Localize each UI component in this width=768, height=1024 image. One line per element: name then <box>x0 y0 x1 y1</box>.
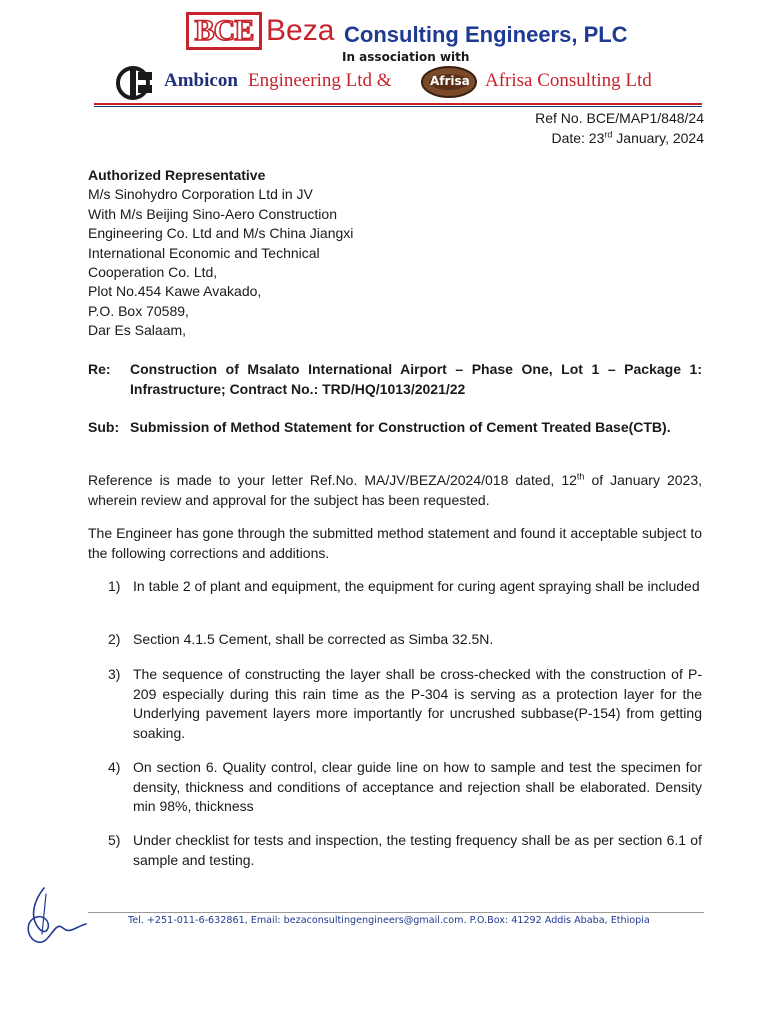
bce-logo-text: BCE <box>194 14 254 47</box>
item-number: 3) <box>108 666 121 682</box>
header-rule-red <box>94 103 702 105</box>
subject-text: Submission of Method Statement for Construction of Cement Treated Base(CTB). <box>130 419 671 435</box>
header-rule-blue <box>94 106 702 107</box>
bce-logo <box>186 12 262 50</box>
re-line <box>88 360 702 399</box>
list-item <box>108 665 702 743</box>
item-text: Section 4.1.5 Cement, shall be corrected as Simba 32.5N. <box>133 631 494 647</box>
letter-date <box>535 128 704 148</box>
re-text: Construction of Msalato International Airport – Phase One, Lot 1 – Package 1: Infrastructure; Contract No.: TRD/HQ/1013/2021/22 <box>130 361 702 397</box>
date-sup: rd <box>604 129 613 140</box>
addressee-line: With M/s Beijing Sino-Aero Construction <box>88 205 337 222</box>
item-text: In table 2 of plant and equipment, the equipment for curing agent spraying shall be included <box>133 578 700 594</box>
item-text: The sequence of constructing the layer shall be cross-checked with the construction of P-209 especially during this rain time as the P-304 is serving as a protection layer for the Underlying pavement layers more importantly for uncrushed subbase(P-154) from getting soaking. <box>133 666 702 741</box>
addressee-line: International Economic and Technical <box>88 244 320 261</box>
item-number: 5) <box>108 832 121 848</box>
ref-number: Ref No. BCE/MAP1/848/24 <box>535 110 704 126</box>
partner1-suffix: Engineering Ltd & <box>248 70 392 91</box>
item-text: Under checklist for tests and inspection, the testing frequency shall be as per section 6.1 of sample and testing. <box>133 832 702 868</box>
addressee-line: Plot No.454 Kawe Avakado, <box>88 283 262 300</box>
partner2-name: Afrisa Consulting Ltd <box>485 70 652 91</box>
addressee-line: M/s Sinohydro Corporation Ltd in JV <box>88 186 313 203</box>
association-note: In association with <box>342 50 470 64</box>
signature-icon <box>16 884 96 950</box>
list-item <box>108 577 702 597</box>
item-number: 2) <box>108 631 121 647</box>
addressee-line: Engineering Co. Ltd and M/s China Jiangxi <box>88 225 354 242</box>
subject-line <box>88 418 702 438</box>
list-item <box>108 758 702 817</box>
partner1-name: Ambicon <box>164 70 238 91</box>
afrisa-logo <box>420 66 478 98</box>
p1-text-b: of January 2023, wherein review and approval for the subject has been requested. <box>88 472 703 508</box>
body-paragraph-2: The Engineer has gone through the submitted method statement and found it acceptable subject to the following corrections and additions. <box>88 525 702 561</box>
company-name: Consulting Engineers, PLC <box>344 22 628 47</box>
company-brand: Beza <box>266 14 335 47</box>
ambicon-logo-icon <box>116 66 158 100</box>
item-number: 4) <box>108 759 121 775</box>
footer-contact: Tel. +251-011-6-632861, Email: bezaconsultingengineers@gmail.com. P.O.Box: 41292 Addis Ababa, Ethiopia <box>128 915 650 926</box>
footer-rule <box>88 912 704 913</box>
addressee-line: Dar Es Salaam, <box>88 322 187 339</box>
item-number: 1) <box>108 578 121 594</box>
addressee-block <box>88 166 353 341</box>
body-paragraph-1 <box>88 471 702 510</box>
list-item <box>108 831 702 870</box>
date-prefix: Date: 23 <box>551 130 605 146</box>
addressee-line: P.O. Box 70589, <box>88 302 189 319</box>
afrisa-badge-text: Afrisa <box>430 74 470 88</box>
date-suffix: January, 2024 <box>612 130 704 146</box>
addressee-title: Authorized Representative <box>88 167 266 183</box>
list-item <box>108 630 702 650</box>
reference-block <box>535 108 704 148</box>
p1-text-a: Reference is made to your letter Ref.No. MA/JV/BEZA/2024/018 dated, 12 <box>88 472 577 488</box>
re-label: Re: <box>88 361 111 377</box>
addressee-line: Cooperation Co. Ltd, <box>88 264 218 281</box>
item-text: On section 6. Quality control, clear guide line on how to sample and test the specimen for density, thickness and conditions of acceptance and rejection shall be elaborated. Density min 98%, thickness <box>133 759 702 814</box>
p1-sup: th <box>576 471 585 482</box>
subject-label: Sub: <box>88 419 120 435</box>
